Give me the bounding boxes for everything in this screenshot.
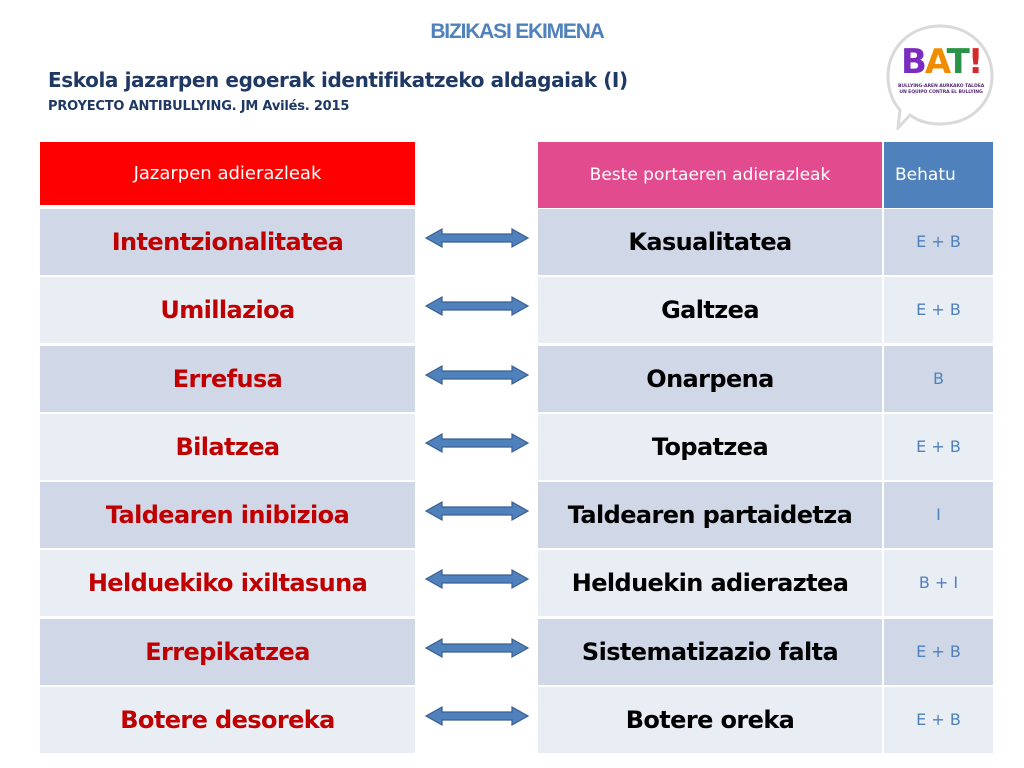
observe-cell	[884, 277, 993, 343]
double-arrow-icon	[424, 637, 530, 659]
observe-value: E + B	[916, 436, 961, 456]
bullying-indicator-cell: Helduekiko ixiltasuna	[40, 550, 415, 616]
observe-cell	[884, 687, 993, 753]
table-row	[0, 277, 1024, 345]
observe-cell	[884, 482, 993, 548]
bullying-indicator-cell: Intentzionalitatea	[40, 209, 415, 275]
table-row	[0, 550, 1024, 618]
double-arrow-icon	[424, 568, 530, 590]
bullying-indicator-cell: Taldearen inibizioa	[40, 482, 415, 548]
bullying-indicator-cell: Umillazioa	[40, 277, 415, 343]
header-bullying-indicators: Jazarpen adierazleak	[40, 142, 415, 208]
double-arrow-icon	[424, 705, 530, 727]
table-row	[0, 687, 1024, 755]
logo-wordmark	[901, 44, 981, 80]
observe-cell	[884, 209, 993, 275]
program-heading: BIZIKASI EKIMENA	[430, 20, 604, 43]
bullying-indicator-cell: Bilatzea	[40, 414, 415, 480]
table-row	[0, 209, 1024, 277]
other-behaviour-cell: Taldearen partaidetza	[538, 482, 882, 548]
bat-logo-icon	[884, 22, 996, 130]
observe-value: B + I	[918, 573, 959, 593]
table-row	[0, 346, 1024, 414]
observe-cell	[884, 619, 993, 685]
observe-cell	[884, 550, 993, 616]
other-behaviour-cell: Topatzea	[538, 414, 882, 480]
observe-value: E + B	[916, 232, 961, 251]
other-behaviour-cell: Botere oreka	[538, 687, 882, 753]
table-row	[0, 414, 1024, 482]
header-other-behaviour-indicators: Beste portaeren adierazleak	[538, 142, 882, 208]
observe-value: E + B	[916, 641, 961, 661]
other-behaviour-cell: Sistematizazio falta	[538, 619, 882, 685]
bullying-indicator-cell: Errepikatzea	[40, 619, 415, 685]
observe-cell	[884, 414, 993, 480]
bullying-indicator-cell: Errefusa	[40, 346, 415, 412]
other-behaviour-cell: Kasualitatea	[538, 209, 882, 275]
table-row	[0, 482, 1024, 550]
double-arrow-icon	[424, 227, 530, 249]
logo-letter: T	[946, 42, 968, 82]
other-behaviour-cell: Helduekin adieraztea	[538, 550, 882, 616]
double-arrow-icon	[424, 432, 530, 454]
bullying-indicator-cell: Botere desoreka	[40, 687, 415, 753]
page-title: Eskola jazarpen egoerak identifikatzeko aldagaiak (I)	[48, 68, 628, 92]
header-observe: Behatu	[884, 142, 993, 208]
indicator-table	[0, 209, 1024, 755]
observe-cell	[884, 346, 993, 412]
other-behaviour-cell: Onarpena	[538, 346, 882, 412]
other-behaviour-cell: Galtzea	[538, 277, 882, 343]
logo-tagline-es: UN EQUIPO CONTRA EL BULLYING	[899, 90, 983, 95]
table-row	[0, 619, 1024, 687]
double-arrow-icon	[424, 295, 530, 317]
double-arrow-icon	[424, 500, 530, 522]
observe-value: E + B	[916, 710, 961, 730]
double-arrow-icon	[424, 364, 530, 386]
observe-value: E + B	[916, 300, 961, 320]
logo-letter: B	[901, 42, 925, 82]
observe-value: B	[933, 368, 944, 388]
logo-tagline-eu: BULLYING-AREN AURKAKO TALDEA	[898, 84, 985, 89]
logo-letter: !	[967, 42, 982, 82]
observe-value: I	[936, 505, 941, 525]
logo-letter: A	[924, 42, 947, 82]
page-subtitle: PROYECTO ANTIBULLYING. JM Avilés. 2015	[48, 99, 350, 114]
